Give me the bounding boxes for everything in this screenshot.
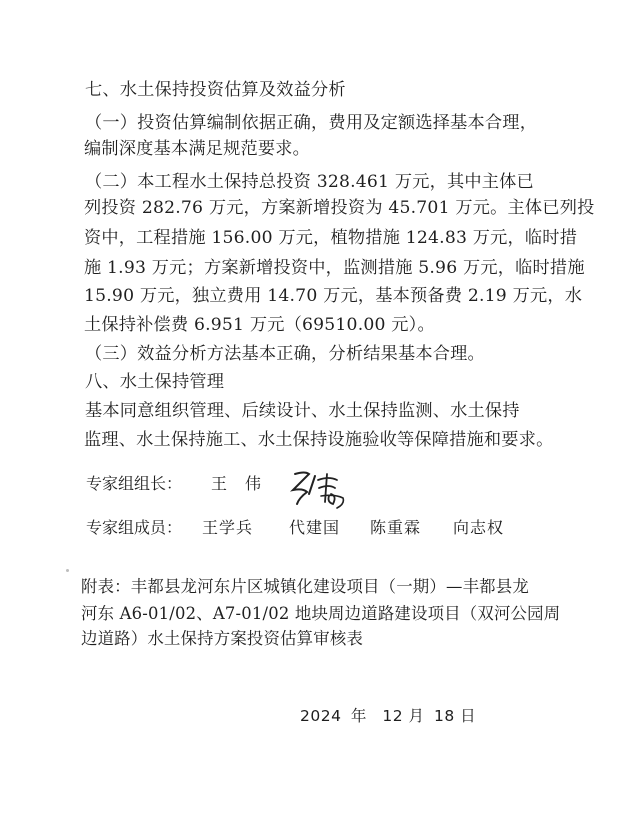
- s8-p1-line2: 监理、水土保持施工、水土保持设施验收等保障措施和要求。: [84, 430, 554, 450]
- s8-p1-line1: 基本同意组织管理、后续设计、水土保持监测、水土保持: [85, 401, 520, 421]
- attachment-line2: 河东 A6-01/02、A7-01/02 地块周边道路建设项目（双河公园周: [81, 604, 561, 623]
- s7-p1-line2: 编制深度基本满足规范要求。: [84, 139, 311, 159]
- s7-p2-line1: （二）本工程水土保持总投资 328.461 万元，其中主体已: [85, 172, 534, 192]
- date-year-unit: 年: [350, 707, 367, 725]
- expert-member-3: 陈重霖: [370, 518, 422, 537]
- section7-heading: 七、水土保持投资估算及效益分析: [85, 80, 346, 100]
- section8-heading: 八、水土保持管理: [85, 372, 225, 392]
- date-year: 2024: [300, 707, 342, 725]
- handwritten-signature: [285, 468, 355, 510]
- date-day-unit: 日: [460, 707, 477, 725]
- s7-p2-line6: 土保持补偿费 6.951 万元（69510.00 元）。: [84, 315, 435, 335]
- document-date: [300, 704, 476, 726]
- date-month: 12: [382, 707, 404, 725]
- expert-leader-label: 专家组组长：: [86, 474, 183, 493]
- expert-member-1: 王学兵: [202, 518, 254, 537]
- date-day: 18: [433, 707, 455, 725]
- date-month-unit: 月: [408, 707, 425, 725]
- s7-p2-line3: 资中，工程措施 156.00 万元，植物措施 124.83 万元，临时措: [84, 228, 578, 248]
- s7-p2-line2: 列投资 282.76 万元，方案新增投资为 45.701 万元。主体已列投: [84, 198, 595, 218]
- scan-speck: [66, 569, 69, 572]
- expert-leader-name: 王 伟: [211, 474, 263, 493]
- s7-p2-line5: 15.90 万元，独立费用 14.70 万元，基本预备费 2.19 万元，水: [84, 286, 583, 306]
- s7-p2-line4: 施 1.93 万元；方案新增投资中，监测措施 5.96 万元，临时措施: [84, 258, 585, 278]
- s7-p3-line1: （三）效益分析方法基本正确，分析结果基本合理。: [85, 344, 485, 364]
- attachment-line3: 边道路）水土保持方案投资估算审核表: [81, 629, 364, 648]
- expert-member-2: 代建国: [289, 518, 341, 537]
- attachment-line1: 附表：丰都县龙河东片区城镇化建设项目（一期）—丰都县龙: [81, 577, 529, 596]
- expert-member-4: 向志权: [453, 518, 505, 537]
- expert-members-label: 专家组成员：: [86, 518, 183, 537]
- s7-p1-line1: （一）投资估算编制依据正确，费用及定额选择基本合理，: [85, 113, 538, 133]
